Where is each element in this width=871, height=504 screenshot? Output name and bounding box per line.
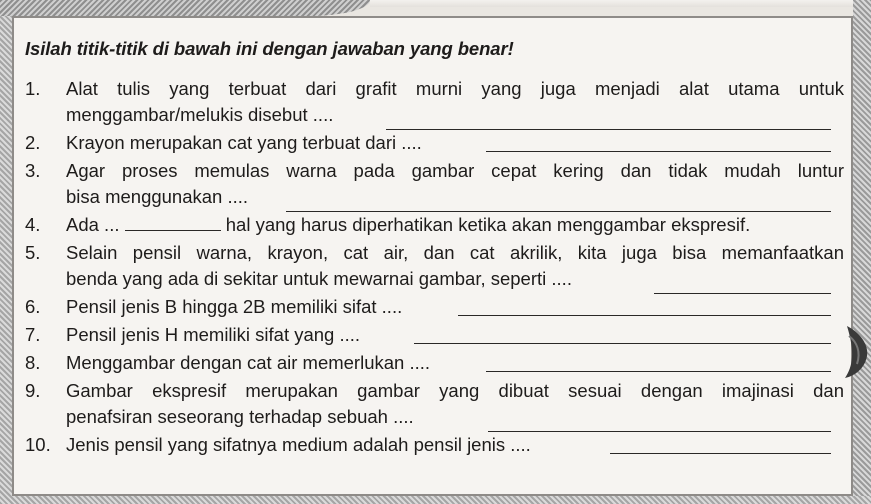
question-9	[14, 378, 855, 430]
question-3	[14, 158, 855, 210]
question-10	[14, 432, 855, 458]
question-text: Jenis pensil yang sifatnya medium adalah pensil jenis ....	[66, 434, 531, 455]
answer-blank[interactable]	[486, 151, 831, 152]
question-text: Gambar ekspresif merupakan gambar yang dibuat sesuai dengan imajinasi dan	[66, 380, 844, 401]
question-text: benda yang ada di sekitar untuk mewarnai gambar, seperti ....	[66, 268, 572, 289]
question-text	[66, 212, 844, 238]
question-text: menggambar/melukis disebut ....	[66, 104, 334, 125]
question-4	[14, 212, 855, 238]
question-6	[14, 294, 855, 320]
question-text-pre: Ada ...	[66, 214, 120, 235]
question-text: Krayon merupakan cat yang terbuat dari ....	[66, 132, 422, 153]
answer-blank[interactable]	[610, 453, 831, 454]
question-number: 6.	[25, 296, 41, 317]
instruction-heading: Isilah titik-titik di bawah ini dengan jawaban yang benar!	[25, 38, 514, 59]
question-number: 7.	[25, 324, 41, 345]
bottom-border-decoration	[0, 496, 871, 504]
question-number: 9.	[25, 380, 41, 401]
question-text: Selain pensil warna, krayon, cat air, dan cat akrilik, kita juga bisa memanfaatkan	[66, 242, 844, 263]
question-number: 4.	[25, 214, 41, 235]
question-7	[14, 322, 855, 348]
question-number: 3.	[25, 160, 41, 181]
question-text: Pensil jenis B hingga 2B memiliki sifat ....	[66, 296, 403, 317]
worksheet-panel	[12, 16, 853, 496]
question-text: Menggambar dengan cat air memerlukan ....	[66, 352, 431, 373]
question-text: Agar proses memulas warna pada gambar cepat kering dan tidak mudah luntur	[66, 160, 844, 181]
answer-blank[interactable]	[414, 343, 831, 344]
question-text: penafsiran seseorang terhadap sebuah ....	[66, 406, 414, 427]
answer-blank[interactable]	[125, 213, 221, 231]
question-number: 2.	[25, 132, 41, 153]
header-tab-decoration	[0, 0, 370, 16]
question-number: 1.	[25, 78, 41, 99]
top-strip	[370, 0, 871, 7]
question-number: 10.	[25, 434, 51, 455]
question-text: Pensil jenis H memiliki sifat yang ....	[66, 324, 361, 345]
answer-blank[interactable]	[486, 371, 831, 372]
question-text-post: hal yang harus diperhatikan ketika akan menggambar ekspresif.	[225, 214, 751, 235]
question-5	[14, 240, 855, 292]
question-2	[14, 130, 855, 156]
question-number: 8.	[25, 352, 41, 373]
right-border-decoration	[853, 0, 871, 504]
binder-clip-shape	[839, 322, 871, 382]
question-1	[14, 76, 855, 128]
question-number: 5.	[25, 242, 41, 263]
question-8	[14, 350, 855, 376]
question-text: Alat tulis yang terbuat dari grafit murni yang juga menjadi alat utama untuk	[66, 78, 844, 99]
left-border-decoration	[0, 16, 12, 504]
answer-blank[interactable]	[458, 315, 831, 316]
question-text: bisa menggunakan ....	[66, 186, 249, 207]
